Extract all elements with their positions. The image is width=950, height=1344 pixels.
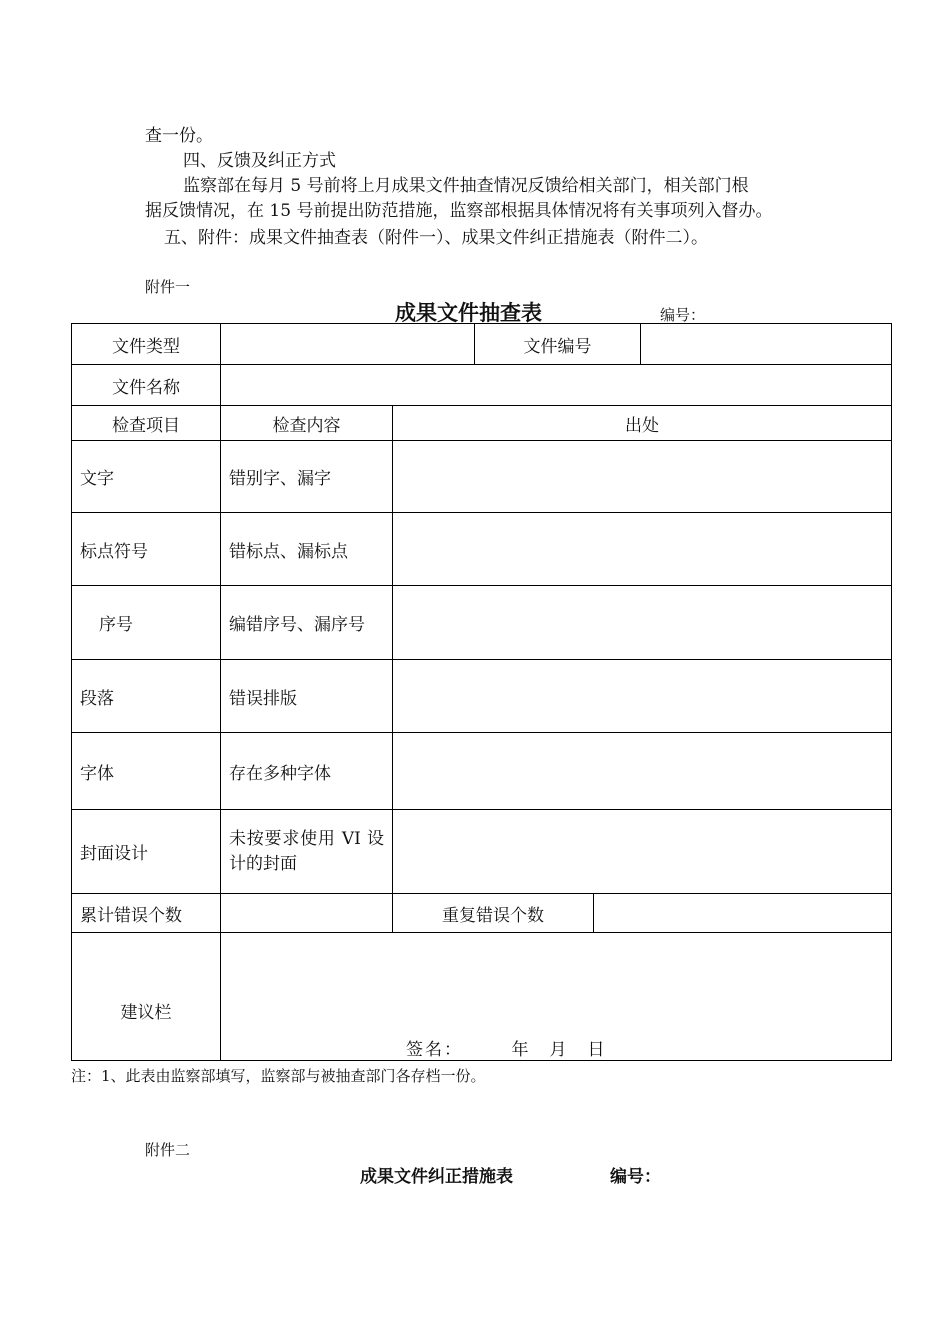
row-source-field[interactable]: [393, 660, 892, 733]
inspection-table: [71, 323, 892, 1061]
file-type-label: 文件类型: [72, 324, 221, 365]
row-source-field[interactable]: [393, 733, 892, 810]
section4-heading: 四、反馈及纠正方式: [183, 151, 336, 171]
repeat-errors-label: 重复错误个数: [393, 894, 594, 933]
row-content: 未按要求使用 VI 设计的封面: [221, 810, 393, 894]
repeat-errors-field[interactable]: [594, 894, 892, 933]
row-content: 存在多种字体: [221, 733, 393, 810]
header-check-item: 检查项目: [72, 406, 221, 441]
row-item: 标点符号: [72, 513, 221, 586]
row-content: 错别字、漏字: [221, 441, 393, 513]
file-type-field[interactable]: [221, 324, 475, 365]
attachment2-title: 成果文件纠正措施表: [360, 1167, 513, 1187]
row-source-field[interactable]: [393, 586, 892, 660]
total-errors-label: 累计错误个数: [72, 894, 221, 933]
file-name-field[interactable]: [221, 365, 892, 406]
signature-line: 签名： 年 月 日: [406, 1040, 607, 1060]
intro-line: 查一份。: [145, 126, 213, 146]
row-item: 序号: [72, 586, 221, 660]
attachment1-number-label: 编号：: [660, 306, 706, 324]
header-check-content: 检查内容: [221, 406, 393, 441]
total-errors-field[interactable]: [221, 894, 393, 933]
file-number-label: 文件编号: [475, 324, 641, 365]
suggestion-label: 建议栏: [72, 933, 221, 1061]
section5: 五、附件：成果文件抽查表（附件一）、成果文件纠正措施表（附件二）。: [164, 228, 708, 248]
row-item: 字体: [72, 733, 221, 810]
section4-body-line2: 据反馈情况，在 15 号前提出防范措施，监察部根据具体情况将有关事项列入督办。: [145, 201, 773, 221]
row-source-field[interactable]: [393, 810, 892, 894]
row-source-field[interactable]: [393, 513, 892, 586]
section4-body-line1: 监察部在每月 5 号前将上月成果文件抽查情况反馈给相关部门，相关部门根: [183, 176, 749, 196]
row-content: 错标点、漏标点: [221, 513, 393, 586]
row-content: 编错序号、漏序号: [221, 586, 393, 660]
row-source-field[interactable]: [393, 441, 892, 513]
attachment1-title: 成果文件抽查表: [395, 301, 542, 325]
attachment2-label: 附件二: [145, 1141, 191, 1159]
header-source: 出处: [393, 406, 892, 441]
attachment1-label: 附件一: [145, 278, 191, 296]
row-item: 段落: [72, 660, 221, 733]
row-item: 封面设计: [72, 810, 221, 894]
file-name-label: 文件名称: [72, 365, 221, 406]
table-note: 注：1、此表由监察部填写，监察部与被抽查部门各存档一份。: [71, 1067, 486, 1085]
file-number-field[interactable]: [641, 324, 892, 365]
suggestion-field[interactable]: [221, 933, 892, 1061]
attachment2-number-label: 编号：: [610, 1167, 661, 1187]
row-item: 文字: [72, 441, 221, 513]
row-content: 错误排版: [221, 660, 393, 733]
